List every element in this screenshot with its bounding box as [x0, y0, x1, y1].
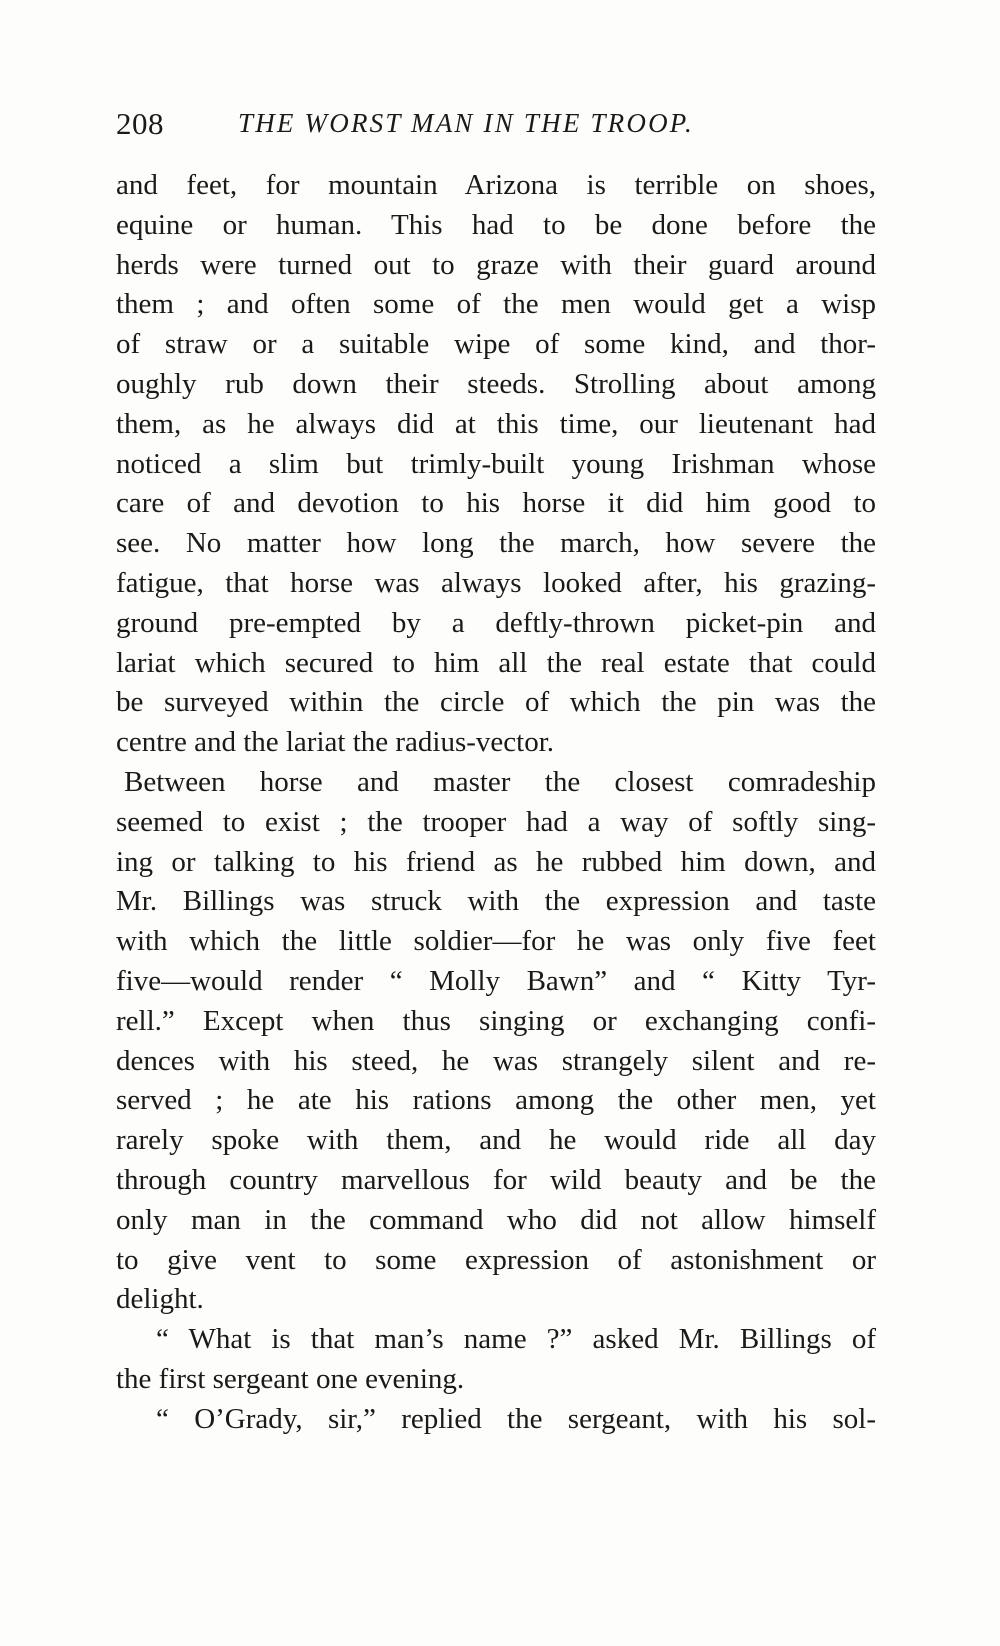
text-line: Mr. Billings was struck with the expression and taste: [116, 885, 876, 918]
page-header: [116, 106, 876, 150]
text-line: delight.: [116, 1283, 204, 1316]
text-line: equine or human. This had to be done before the: [116, 208, 876, 241]
text-line: seemed to exist ; the trooper had a way of softly sing-: [116, 805, 876, 838]
text-line: ing or talking to his friend as he rubbed him down, and: [116, 845, 876, 878]
text-line: rell.” Except when thus singing or exchanging confi-: [116, 1004, 876, 1037]
text-line: with which the little soldier—for he was only five feet: [116, 925, 876, 958]
text-line: Between horse and master the closest comradeship: [124, 765, 876, 798]
text-line: and feet, for mountain Arizona is terrible on shoes,: [116, 169, 876, 201]
text-line: noticed a slim but trimly-built young Irishman whose: [116, 447, 876, 480]
text-line: fatigue, that horse was always looked after, his grazing-: [116, 566, 876, 599]
text-line: ground pre-empted by a deftly-thrown picket-pin and: [116, 606, 876, 639]
text-line: rarely spoke with them, and he would ride all day: [116, 1124, 876, 1157]
text-line: five—would render “ Molly Bawn” and “ Kitty Tyr-: [116, 964, 876, 997]
text-line: “ What is that man’s name ?” asked Mr. Billings of: [156, 1323, 876, 1356]
text-line: of straw or a suitable wipe of some kind, and thor-: [116, 328, 876, 361]
body-text: [116, 166, 876, 1440]
running-title: THE WORST MAN IN THE TROOP.: [238, 108, 694, 138]
text-line: them ; and often some of the men would get a wisp: [116, 288, 876, 321]
text-line: care of and devotion to his horse it did him good to: [116, 487, 876, 520]
text-line: dences with his steed, he was strangely silent and re-: [116, 1044, 876, 1077]
text-line: centre and the lariat the radius-vector.: [116, 726, 555, 759]
text-line: only man in the command who did not allow himself: [116, 1203, 876, 1236]
text-line: “ O’Grady, sir,” replied the sergeant, with his sol-: [156, 1402, 876, 1435]
text-line: to give vent to some expression of astonishment or: [116, 1243, 876, 1276]
page-number: 208: [116, 106, 164, 141]
text-line: see. No matter how long the march, how severe the: [116, 527, 876, 560]
text-line: lariat which secured to him all the real estate that could: [116, 646, 876, 679]
text-line: herds were turned out to graze with their guard around: [116, 248, 876, 281]
text-line: them, as he always did at this time, our lieutenant had: [116, 407, 876, 440]
text-line: be surveyed within the circle of which the pin was the: [116, 686, 876, 719]
text-line: through country marvellous for wild beauty and be the: [116, 1163, 876, 1196]
text-line: the first sergeant one evening.: [116, 1362, 465, 1395]
text-line: oughly rub down their steeds. Strolling about among: [116, 367, 876, 400]
text-line: served ; he ate his rations among the other men, yet: [116, 1084, 876, 1117]
